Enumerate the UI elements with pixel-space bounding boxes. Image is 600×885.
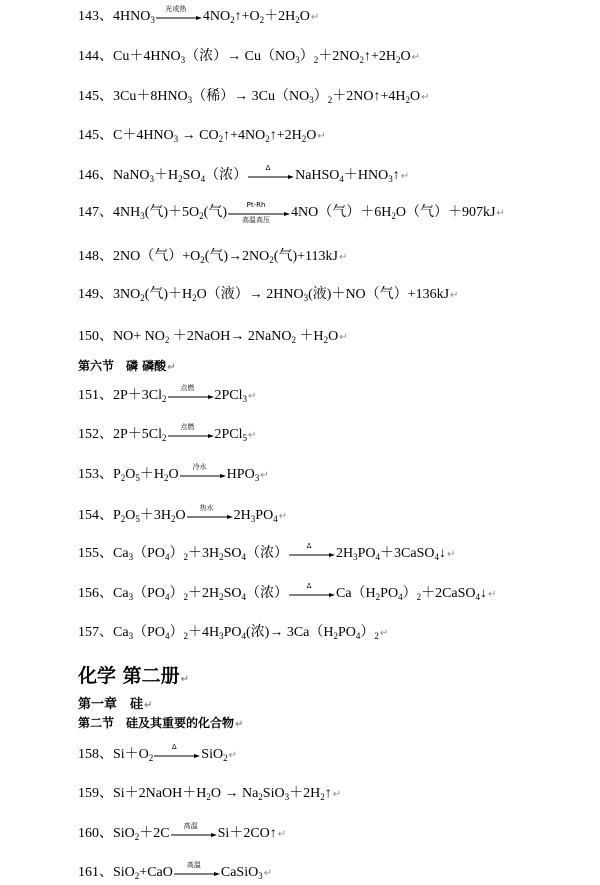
return-mark-icon: ↵ (277, 829, 287, 840)
arrow-condition-above: Δ (306, 541, 312, 550)
separator: 、 (99, 467, 113, 482)
equation: $3NO_2$(气)$+H_2O$（液）→ $2HNO_3$(液)＋NO（气）+136kJ (113, 287, 450, 303)
arrow-condition-above: 冷水 (192, 462, 207, 471)
arrow-condition-above: Pt-Rh (246, 200, 266, 209)
reaction-arrow-icon (154, 742, 200, 765)
separator: 、 (99, 128, 113, 143)
reaction-arrow-icon (289, 541, 335, 564)
equation: $Si+2NaOH+H_2O$ → $Na_2SiO_3+2H_2↑$ (113, 786, 332, 802)
reaction-151 (78, 385, 256, 407)
chapter-heading (78, 693, 152, 712)
reaction-155 (78, 543, 455, 565)
arrow-condition-above: 点燃 (180, 422, 195, 431)
return-mark-icon: ↵ (144, 700, 153, 711)
reaction-number: 148 (78, 249, 99, 264)
reaction-number: 153 (78, 467, 99, 482)
reaction-148 (78, 246, 347, 268)
arrow-line-icon (168, 395, 214, 399)
equation: $Ca_3(PO_4)_2+4H_3PO_4$(浓)→ $3Ca(H_2PO_4)_2$ (113, 625, 379, 641)
arrow-condition-above: 热水 (199, 503, 214, 512)
equation: $2P+5Cl_2$ 点燃 2PCl$_5$ (113, 422, 248, 443)
return-mark-icon: ↵ (263, 868, 273, 879)
separator: 、 (99, 747, 113, 762)
arrow-line-icon (248, 175, 294, 179)
separator: 、 (99, 786, 113, 801)
reaction-144 (78, 46, 420, 68)
equation: $4NH_3$(气)$+5O_2$(气) Pt-Rh 高温高压 4NO（气）$+6H_2O$（气）＋907kJ (113, 200, 496, 224)
equation: $Cu+4HNO_3$（浓）→ $Cu(NO_3)_2+2NO_2↑+2H_2O$ (113, 49, 411, 65)
arrow-line-icon (154, 754, 200, 758)
reaction-147 (78, 202, 505, 224)
separator: 、 (99, 427, 113, 442)
reaction-number: 160 (78, 826, 99, 841)
arrow-line-icon (171, 833, 217, 837)
return-mark-icon: ↵ (310, 12, 320, 23)
arrow-condition-above: Δ (306, 581, 312, 590)
return-mark-icon: ↵ (332, 789, 342, 800)
reaction-number: 157 (78, 625, 99, 640)
reaction-arrow-icon (156, 4, 202, 27)
return-mark-icon: ↵ (260, 470, 269, 481)
section-title: 第六节 磷 磷酸 (78, 359, 167, 373)
return-mark-icon: ↵ (248, 391, 257, 402)
arrow-line-icon (187, 515, 233, 519)
separator: 、 (99, 249, 113, 264)
book-title (78, 661, 189, 688)
reaction-arrow-icon (248, 163, 294, 186)
return-mark-icon: ↵ (248, 430, 257, 441)
equation: $P_2O_5+H_2O$ 冷水 $HPO_3$ (113, 462, 260, 483)
reaction-number: 144 (78, 49, 99, 64)
equation: SiO$_2$＋2C 高温 Si＋2CO↑ (113, 821, 277, 842)
reaction-152 (78, 424, 256, 446)
separator: 、 (99, 388, 113, 403)
reaction-number: 154 (78, 508, 99, 523)
reaction-arrow-icon (228, 200, 290, 224)
return-mark-icon: ↵ (450, 290, 459, 301)
equation: $2P+3Cl_2$ 点燃 2PCl$_3$ (113, 383, 248, 404)
return-mark-icon: ↵ (379, 628, 389, 639)
reaction-150 (78, 326, 348, 348)
arrow-condition-above: 点燃 (180, 383, 195, 392)
equation: $4HNO_3$ 光或热 $4NO_2↑+O_2+2H_2O$ (113, 4, 310, 25)
return-mark-icon: ↵ (446, 549, 456, 560)
reaction-arrow-icon (168, 422, 214, 445)
separator: 、 (99, 329, 113, 344)
equation: $NaNO_3+H_2SO_4$（浓） Δ $NaHSO_4+HNO_3↑$ (113, 163, 400, 184)
equation: $3Cu+8HNO_3$（稀）→ $3Cu(NO_3)_2+2NO↑+4H_2O$ (113, 89, 421, 105)
arrow-line-icon (168, 434, 214, 438)
separator: 、 (99, 9, 113, 24)
reaction-arrow-icon (171, 821, 217, 844)
arrow-line-icon (156, 16, 202, 20)
return-mark-icon: ↵ (496, 208, 505, 219)
return-mark-icon: ↵ (338, 252, 348, 263)
return-mark-icon: ↵ (228, 750, 237, 761)
reaction-146 (78, 165, 409, 187)
separator: 、 (99, 168, 113, 183)
reaction-arrow-icon (174, 860, 220, 883)
reaction-number: 155 (78, 546, 99, 561)
reaction-number: 151 (78, 388, 99, 403)
separator: 、 (99, 546, 113, 561)
separator: 、 (99, 205, 113, 220)
equation: $C+4HNO_3$ → $CO_2↑+4NO_2↑+2H_2O$ (113, 128, 317, 144)
arrow-condition-above: Δ (171, 742, 177, 751)
reaction-number: 158 (78, 747, 99, 762)
reaction-arrow-icon (289, 581, 335, 604)
section-heading-6 (78, 357, 176, 374)
section-heading-2 (78, 714, 243, 731)
reaction-number: 150 (78, 329, 99, 344)
separator: 、 (99, 49, 113, 64)
reaction-number: 152 (78, 427, 99, 442)
reaction-159 (78, 783, 341, 805)
equation: $Ca_3(PO_4)_2+2H_2SO_4$（浓） Δ $Ca(H_2PO_4)_2+2CaSO_4↓$ (113, 581, 488, 602)
separator: 、 (99, 826, 113, 841)
reaction-number: 156 (78, 586, 99, 601)
reaction-number: 149 (78, 287, 99, 302)
equation: $NO+ NO_2$ ＋2NaOH→ 2NaNO$_2$ $+H_2O$ (113, 329, 339, 345)
reaction-number: 143 (78, 9, 99, 24)
book-title-text: 化学 第二册 (78, 665, 180, 687)
equation: SiO$_2$+CaO 高温 CaSiO$_3$ (113, 860, 263, 881)
reaction-153 (78, 464, 269, 486)
reaction-157 (78, 622, 388, 644)
return-mark-icon: ↵ (278, 511, 288, 522)
reaction-number: 159 (78, 786, 99, 801)
reaction-145-a (78, 86, 429, 108)
reaction-arrow-icon (180, 462, 226, 485)
arrow-line-icon (174, 872, 220, 876)
separator: 、 (99, 625, 113, 640)
equation: $Ca_3(PO_4)_2+3H_2SO_4$（浓） Δ $2H_3PO_4+3CaSO_4↓$ (113, 541, 446, 562)
reaction-156 (78, 583, 496, 605)
separator: 、 (99, 865, 113, 880)
return-mark-icon: ↵ (235, 719, 244, 730)
return-mark-icon: ↵ (180, 674, 190, 685)
reaction-number: 161 (78, 865, 99, 880)
reaction-161 (78, 862, 272, 884)
return-mark-icon: ↵ (488, 589, 497, 600)
arrow-line-icon (289, 553, 335, 557)
reaction-160 (78, 823, 286, 845)
separator: 、 (99, 508, 113, 523)
reaction-number: 145 (78, 89, 99, 104)
arrow-line-icon (180, 474, 226, 478)
section-title: 第二节 硅及其重要的化合物 (78, 716, 235, 730)
equation: $Si+O_2$ Δ SiO$_2$ (113, 742, 228, 763)
separator: 、 (99, 586, 113, 601)
separator: 、 (99, 89, 113, 104)
reaction-145-b (78, 125, 326, 147)
reaction-149 (78, 284, 458, 306)
chapter-title: 第一章 硅 (78, 697, 144, 712)
equation: 2NO（气）$+O_2$(气)$\to 2NO_2$(气)+113kJ (113, 249, 338, 265)
arrow-condition-above: 高温 (183, 821, 198, 830)
separator: 、 (99, 287, 113, 302)
reaction-number: 146 (78, 168, 99, 183)
return-mark-icon: ↵ (317, 131, 326, 142)
return-mark-icon: ↵ (411, 52, 420, 63)
return-mark-icon: ↵ (167, 362, 176, 373)
return-mark-icon: ↵ (400, 171, 410, 182)
arrow-condition-above: 高温 (186, 860, 201, 869)
equation: $P_2O_5+3H_2O$ 热水 $2H_3PO_4$ (113, 503, 278, 524)
reaction-143 (78, 6, 319, 28)
reaction-arrow-icon (168, 383, 214, 406)
arrow-condition-above: 光或热 (165, 4, 187, 13)
reaction-154 (78, 505, 287, 527)
reaction-158 (78, 744, 237, 766)
arrow-condition-above: Δ (265, 163, 271, 172)
arrow-condition-below: 高温高压 (242, 215, 270, 224)
return-mark-icon: ↵ (339, 332, 348, 343)
reaction-number: 145 (78, 128, 99, 143)
return-mark-icon: ↵ (421, 92, 430, 103)
arrow-line-icon (289, 593, 335, 597)
reaction-arrow-icon (187, 503, 233, 526)
reaction-number: 147 (78, 205, 99, 220)
